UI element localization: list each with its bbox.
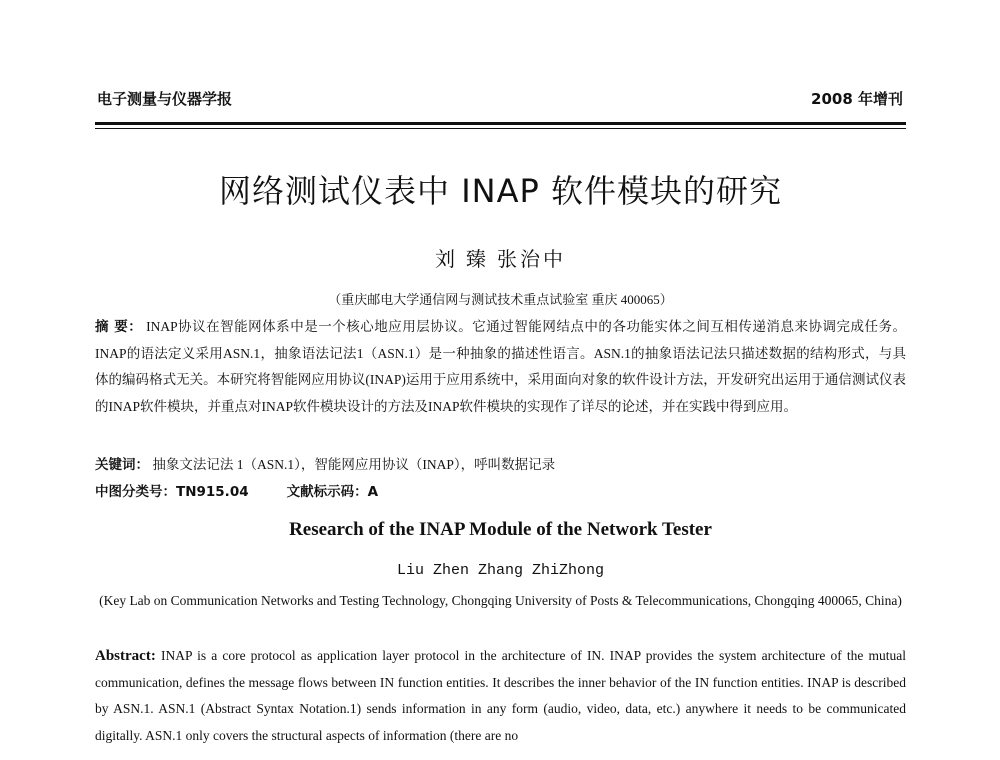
journal-name: 电子测量与仪器学报 bbox=[97, 90, 233, 108]
header-rule-thick bbox=[95, 122, 906, 125]
abstract-en bbox=[95, 643, 906, 749]
keywords-cn bbox=[95, 453, 906, 473]
abstract-en-label: Abstract: bbox=[95, 648, 156, 664]
abstract-en-text: INAP is a core protocol as application layer protocol in the architecture of IN. INAP provides the system architecture of the mutual communication, defines the message flows between IN function entities. It describes the inner behavior of the IN function entities. INAP is described by ASN.1. ASN.1 (Abstract Syntax Notation.1) sends information in any form (audio, video, data, etc.) anywhere it needs to be communicated digitally. ASN.1 only covers the structural aspects of information (there are no bbox=[95, 648, 906, 743]
keywords-cn-text: 抽象文法记法 1（ASN.1），智能网应用协议（INAP），呼叫数据记录 bbox=[149, 457, 556, 472]
keywords-cn-label: 关键词： bbox=[95, 457, 149, 473]
clc-value: TN915.04 bbox=[176, 484, 249, 500]
english-affiliation: (Key Lab on Communication Networks and Testing Technology, Chongqing University of Posts & Telecommunications, Chongqing 400065, China) bbox=[99, 593, 902, 608]
english-title: Research of the INAP Module of the Network Tester bbox=[289, 519, 712, 540]
abstract-cn-text: INAP协议在智能网体系中是一个核心地应用层协议。它通过智能网结点中的各功能实体之间互相传递消息来协调完成任务。INAP的语法定义采用ASN.1，抽象语法记法1（ASN.1）是一种抽象的描述性语言。ASN.1的抽象语法记法只描述数据的结构形式，与具体的编码格式无关。本研究将智能网应用协议(INAP)运用于应用系统中，采用面向对象的软件设计方法，开发研究出运用于通信测试仪表的INAP软件模块，并重点对INAP软件模块设计的方法及INAP软件模块的实现作了详尽的论述，并在实践中得到应用。 bbox=[95, 319, 906, 414]
paper-title: 网络测试仪表中 INAP 软件模块的研究 bbox=[219, 172, 782, 210]
header-rule-thin bbox=[95, 128, 906, 129]
doc-code-value: A bbox=[367, 484, 379, 500]
doc-code-label: 文献标示码： bbox=[286, 484, 368, 500]
authors: 刘 臻 张治中 bbox=[435, 249, 566, 271]
affiliation: （重庆邮电大学通信网与测试技术重点试验室 重庆 400065） bbox=[328, 292, 673, 307]
abstract-cn bbox=[95, 314, 906, 420]
issue-label: 2008 年增刊 bbox=[811, 90, 903, 108]
english-authors: Liu Zhen Zhang ZhiZhong bbox=[396, 562, 605, 579]
abstract-cn-label: 摘 要： bbox=[95, 319, 143, 335]
clc-label: 中图分类号： bbox=[95, 484, 176, 500]
classification-line bbox=[95, 480, 906, 500]
